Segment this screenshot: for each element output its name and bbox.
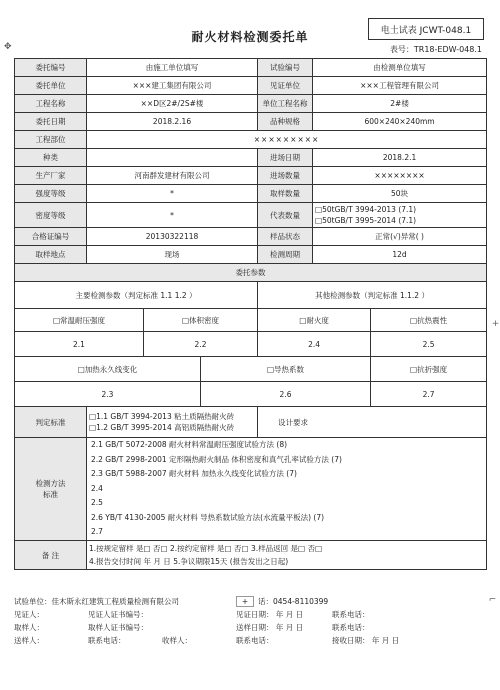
cell-label: 强度等级 <box>15 185 87 203</box>
cell-label: 代表数量 <box>258 203 313 228</box>
receive-date-label: 接收日期： 年 月 日 <box>332 636 400 645</box>
table-row <box>15 185 487 203</box>
table-row <box>15 246 487 264</box>
entrustment-table <box>14 58 487 570</box>
param-checkbox[interactable]: □抗热震性 <box>371 309 487 332</box>
phone-number: 话：0454-8110399 <box>258 597 329 606</box>
cell-label: 进场数量 <box>258 167 313 185</box>
witness-cert-label: 见证人证书编号： <box>88 610 148 619</box>
cell-value[interactable]: 50块 <box>313 185 487 203</box>
table-row <box>15 264 487 282</box>
remarks-line[interactable]: 4.报告交付时间 年 月 日 5.争议期限15天 (报告发出之日起) <box>89 557 289 566</box>
cell-value[interactable]: * <box>87 203 258 228</box>
param-method-ref: 2.3 <box>15 382 201 407</box>
form-number: 表号：TR18-EDW-048.1 <box>389 45 482 54</box>
method-line: 2.5 <box>91 498 103 508</box>
cell-label: 取样地点 <box>15 246 87 264</box>
table-row <box>15 149 487 167</box>
cell-label: 生产厂家 <box>15 167 87 185</box>
receiver-phone-label: 联系电话： <box>236 636 274 645</box>
table-row <box>15 59 487 77</box>
method-label-line: 检测方法 <box>35 479 66 488</box>
signature-footer <box>14 595 486 647</box>
witness-date-label: 见证日期： 年 月 日 <box>236 610 304 619</box>
sampler-cert-label: 取样人证书编号： <box>88 623 148 632</box>
param-checkbox[interactable]: □耐火度 <box>258 309 371 332</box>
witness-phone-label: 联系电话： <box>332 610 370 619</box>
cell-label: 工程名称 <box>15 95 87 113</box>
sampler-label: 取样人： <box>14 623 44 632</box>
param-method-ref: 2.6 <box>201 382 371 407</box>
table-row <box>15 309 487 332</box>
param-checkbox[interactable]: □导热系数 <box>201 357 371 382</box>
table-row <box>15 228 487 246</box>
standard-checkbox[interactable]: □1.1 GB/T 3994-2013 粘土质隔热耐火砖 <box>89 412 235 421</box>
cell-value[interactable]: ××D区2#/2S#楼 <box>87 95 258 113</box>
add-row-icon[interactable]: + <box>236 596 254 607</box>
cell-label: 品种规格 <box>258 113 313 131</box>
table-move-handle-icon[interactable]: ✥ <box>4 42 12 52</box>
form-title: 耐火材料检测委托单 <box>191 30 309 44</box>
cell-label: 委托单位 <box>15 77 87 95</box>
table-row <box>15 332 487 357</box>
method-line: 2.3 GB/T 5988-2007 耐火材料 加热永久线变化试验方法 (7) <box>91 469 297 479</box>
standard-checkbox[interactable]: □1.2 GB/T 3995-2014 高铝质隔热耐火砖 <box>89 423 235 432</box>
cell-label: 进场日期 <box>258 149 313 167</box>
table-row <box>15 131 487 149</box>
method-line: 2.4 <box>91 483 103 493</box>
table-row <box>15 203 487 228</box>
table-row <box>15 167 487 185</box>
checkbox-option[interactable]: □50tGB/T 3995-2014 (7.1) <box>315 216 417 225</box>
cell-value[interactable]: 600×240×240mm <box>313 113 487 131</box>
cell-value[interactable]: 由检测单位填写 <box>313 59 487 77</box>
cell-value[interactable]: ×××××××× <box>313 167 487 185</box>
method-line: 2.7 <box>91 527 103 537</box>
cell-value[interactable]: 2018.2.16 <box>87 113 258 131</box>
remarks-content <box>87 541 487 570</box>
cell-label: 见证单位 <box>258 77 313 95</box>
param-method-ref: 2.2 <box>144 332 258 357</box>
method-label-line: 标准 <box>43 490 58 499</box>
table-row <box>15 282 487 309</box>
design-requirement: 设计要求 <box>258 407 487 438</box>
footer-row <box>14 634 486 647</box>
cell-label: 检测周期 <box>258 246 313 264</box>
receiver-label: 收样人： <box>162 636 192 645</box>
add-column-icon[interactable]: + <box>491 319 500 329</box>
deliverer-phone-label: 联系电话： <box>88 636 126 645</box>
param-group-header: 主要检测参数（判定标准 1.1 1.2 ） <box>15 282 258 309</box>
cell-value[interactable]: ×××工程管理有限公司 <box>313 77 487 95</box>
sampler-phone-label: 联系电话： <box>332 623 370 632</box>
cell-label: 判定标准 <box>15 407 87 438</box>
cell-value[interactable]: ×××建工集团有限公司 <box>87 77 258 95</box>
cell-label: 取样数量 <box>258 185 313 203</box>
cell-value[interactable]: 现场 <box>87 246 258 264</box>
cell-label: 密度等级 <box>15 203 87 228</box>
method-line: 2.2 GB/T 2998-2001 定形隔热耐火制品 体积密度和真气孔率试验方法 (7) <box>91 454 342 464</box>
table-row <box>15 407 487 438</box>
cell-value[interactable]: 12d <box>313 246 487 264</box>
cell-label: 合格证编号 <box>15 228 87 246</box>
cell-value[interactable]: ××××××××× <box>87 131 487 149</box>
param-checkbox[interactable]: □常温耐压强度 <box>15 309 144 332</box>
cell-label: 委托编号 <box>15 59 87 77</box>
table-row <box>15 382 487 407</box>
cell-label: 委托日期 <box>15 113 87 131</box>
table-row <box>15 113 487 131</box>
method-list <box>87 438 487 541</box>
param-method-ref: 2.4 <box>258 332 371 357</box>
param-method-ref: 2.5 <box>371 332 487 357</box>
section-header: 委托参数 <box>15 264 487 282</box>
cell-label: 单位工程名称 <box>258 95 313 113</box>
delivery-date-label: 送样日期： 年 月 日 <box>236 623 304 632</box>
method-line: 2.1 GB/T 5072-2008 耐火材料常温耐压强度试验方法 (8) <box>91 440 288 450</box>
footer-row <box>14 608 486 621</box>
deliverer-label: 送样人： <box>14 636 44 645</box>
cell-value[interactable]: * <box>87 185 258 203</box>
cell-label: 试验编号 <box>258 59 313 77</box>
cell-value[interactable]: 2018.2.1 <box>313 149 487 167</box>
param-method-ref: 2.7 <box>371 382 487 407</box>
cell-label: 工程部位 <box>15 131 87 149</box>
cell-label: 样品状态 <box>258 228 313 246</box>
table-row <box>15 357 487 382</box>
param-checkbox[interactable]: □加热永久线变化 <box>15 357 201 382</box>
cell-value[interactable]: 20130322118 <box>87 228 258 246</box>
cell-label <box>15 438 87 541</box>
param-group-header: 其他检测参数（判定标准 1.1.2 ） <box>258 282 487 309</box>
method-line: 2.6 YB/T 4130-2005 耐火材料 导热系数试验方法(水流量平板法) (7) <box>91 512 325 522</box>
cell-value[interactable]: 河南群发建材有限公司 <box>87 167 258 185</box>
footer-row <box>14 621 486 634</box>
judge-standards <box>87 407 258 438</box>
param-checkbox[interactable]: □体积密度 <box>144 309 258 332</box>
table-row <box>15 541 487 570</box>
cell-value[interactable]: 2#楼 <box>313 95 487 113</box>
collapse-corner-icon[interactable]: ⌐ <box>488 595 497 605</box>
cell-value[interactable]: 由施工单位填写 <box>87 59 258 77</box>
cell-value-stack[interactable] <box>313 203 487 228</box>
table-row <box>15 77 487 95</box>
param-method-ref: 2.1 <box>15 332 144 357</box>
cell-label: 备 注 <box>15 541 87 570</box>
footer-row <box>14 595 486 608</box>
cell-value[interactable] <box>87 149 258 167</box>
form-code-box: 电土试表 JCWT-048.1 <box>368 18 484 40</box>
test-unit: 试验单位：佳木斯永红建筑工程质量检测有限公司 <box>14 597 179 606</box>
cell-value[interactable]: 正常(√)异常( ) <box>313 228 487 246</box>
table-row <box>15 438 487 541</box>
checkbox-option[interactable]: □50tGB/T 3994-2013 (7.1) <box>315 205 417 214</box>
param-checkbox[interactable]: □抗折强度 <box>371 357 487 382</box>
remarks-line[interactable]: 1.按规定留样 是□ 否□ 2.按约定留样 是□ 否□ 3.样品返回 是□ 否□ <box>89 544 323 553</box>
cell-label: 种类 <box>15 149 87 167</box>
table-row <box>15 95 487 113</box>
witness-label: 见证人： <box>14 610 44 619</box>
